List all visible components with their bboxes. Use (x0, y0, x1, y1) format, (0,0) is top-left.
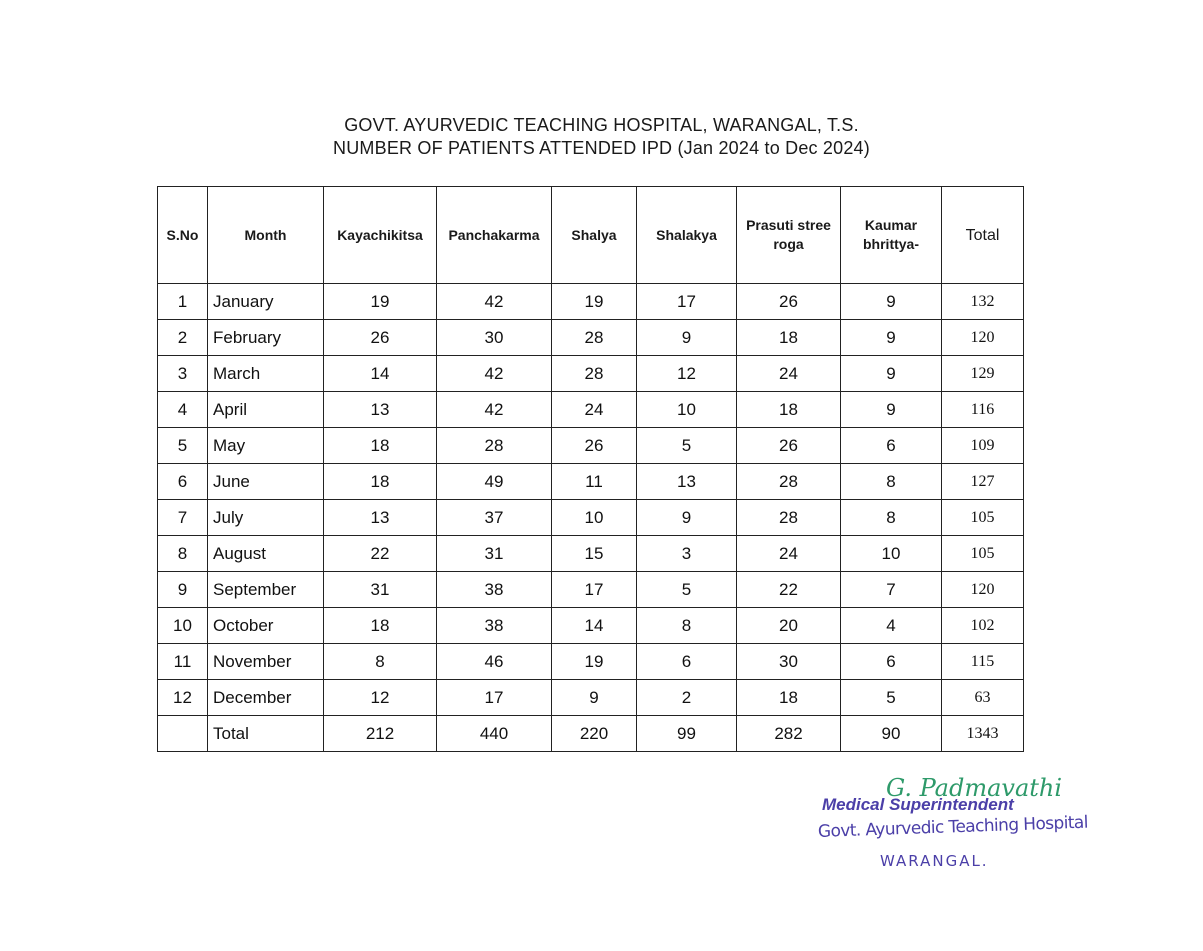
cell-sno: 3 (158, 356, 208, 392)
cell-month: June (208, 464, 324, 500)
table-row (158, 320, 1024, 356)
cell-panchakarma: 42 (437, 284, 552, 320)
cell-kayachikitsa: 8 (324, 644, 437, 680)
cell-shalya: 17 (552, 572, 637, 608)
cell-panchakarma: 28 (437, 428, 552, 464)
col-header-kayachikitsa: Kayachikitsa (324, 187, 437, 284)
cell-kayachikitsa: 18 (324, 464, 437, 500)
col-header-prasuti (737, 187, 841, 284)
cell-kaumar: 9 (841, 284, 942, 320)
cell-kaumar: 4 (841, 608, 942, 644)
col-header-kaumar (841, 187, 942, 284)
cell-total: 105 (942, 500, 1024, 536)
cell-kaumar: 10 (841, 536, 942, 572)
cell-prasuti: 18 (737, 320, 841, 356)
cell-shalakya: 9 (637, 500, 737, 536)
total-kaumar: 90 (841, 716, 942, 752)
cell-sno: 10 (158, 608, 208, 644)
total-row (158, 716, 1024, 752)
cell-prasuti: 28 (737, 464, 841, 500)
cell-month: March (208, 356, 324, 392)
cell-kayachikitsa: 13 (324, 500, 437, 536)
cell-total: 129 (942, 356, 1024, 392)
cell-shalakya: 17 (637, 284, 737, 320)
cell-shalakya: 5 (637, 428, 737, 464)
table-row (158, 536, 1024, 572)
cell-panchakarma: 17 (437, 680, 552, 716)
cell-shalakya: 8 (637, 608, 737, 644)
cell-shalakya: 9 (637, 320, 737, 356)
cell-kayachikitsa: 18 (324, 428, 437, 464)
cell-shalakya: 6 (637, 644, 737, 680)
cell-shalya: 28 (552, 356, 637, 392)
cell-shalakya: 13 (637, 464, 737, 500)
cell-prasuti: 26 (737, 428, 841, 464)
cell-month: October (208, 608, 324, 644)
cell-total: 102 (942, 608, 1024, 644)
table-row (158, 680, 1024, 716)
cell-prasuti: 30 (737, 644, 841, 680)
total-panchakarma: 440 (437, 716, 552, 752)
cell-month: May (208, 428, 324, 464)
cell-sno: 11 (158, 644, 208, 680)
table-row (158, 284, 1024, 320)
cell-month: November (208, 644, 324, 680)
cell-month: January (208, 284, 324, 320)
cell-prasuti: 20 (737, 608, 841, 644)
cell-panchakarma: 42 (437, 392, 552, 428)
cell-shalakya: 5 (637, 572, 737, 608)
cell-month: July (208, 500, 324, 536)
col-header-prasuti-line2: roga (773, 236, 804, 252)
col-header-shalakya: Shalakya (637, 187, 737, 284)
cell-prasuti: 18 (737, 680, 841, 716)
cell-prasuti: 28 (737, 500, 841, 536)
cell-kayachikitsa: 13 (324, 392, 437, 428)
total-prasuti: 282 (737, 716, 841, 752)
cell-prasuti: 24 (737, 356, 841, 392)
signature-text: G. Padmavathi (886, 774, 1063, 802)
cell-shalya: 26 (552, 428, 637, 464)
total-shalya: 220 (552, 716, 637, 752)
cell-panchakarma: 31 (437, 536, 552, 572)
stamp-institution: Govt. Ayurvedic Teaching Hospital (817, 812, 1089, 842)
cell-panchakarma: 42 (437, 356, 552, 392)
cell-prasuti: 24 (737, 536, 841, 572)
col-header-kaumar-line1: Kaumar (864, 217, 918, 233)
cell-sno: 9 (158, 572, 208, 608)
cell-total: 63 (942, 680, 1024, 716)
table-row (158, 428, 1024, 464)
cell-kaumar: 5 (841, 680, 942, 716)
total-shalakya: 99 (637, 716, 737, 752)
cell-total: 127 (942, 464, 1024, 500)
cell-month: February (208, 320, 324, 356)
col-header-total: Total (942, 187, 1024, 284)
cell-sno: 6 (158, 464, 208, 500)
cell-kayachikitsa: 14 (324, 356, 437, 392)
col-header-month: Month (208, 187, 324, 284)
cell-month: August (208, 536, 324, 572)
total-grand: 1343 (942, 716, 1024, 752)
cell-panchakarma: 49 (437, 464, 552, 500)
table-row (158, 356, 1024, 392)
cell-panchakarma: 38 (437, 572, 552, 608)
cell-sno: 2 (158, 320, 208, 356)
cell-sno: 7 (158, 500, 208, 536)
table-row (158, 392, 1024, 428)
cell-kayachikitsa: 19 (324, 284, 437, 320)
header-row (158, 187, 1024, 284)
cell-kaumar: 6 (841, 644, 942, 680)
cell-total: 115 (942, 644, 1024, 680)
cell-kayachikitsa: 26 (324, 320, 437, 356)
total-row-label: Total (208, 716, 324, 752)
cell-total: 105 (942, 536, 1024, 572)
cell-shalya: 19 (552, 284, 637, 320)
cell-shalakya: 12 (637, 356, 737, 392)
cell-panchakarma: 37 (437, 500, 552, 536)
table-row (158, 572, 1024, 608)
cell-kaumar: 8 (841, 464, 942, 500)
cell-kayachikitsa: 22 (324, 536, 437, 572)
table-row (158, 500, 1024, 536)
total-row-sno (158, 716, 208, 752)
cell-kaumar: 9 (841, 392, 942, 428)
cell-total: 109 (942, 428, 1024, 464)
cell-total: 116 (942, 392, 1024, 428)
cell-sno: 4 (158, 392, 208, 428)
cell-prasuti: 18 (737, 392, 841, 428)
cell-panchakarma: 30 (437, 320, 552, 356)
stamp-designation: Medical Superintendent (822, 795, 1014, 814)
cell-shalya: 10 (552, 500, 637, 536)
cell-kaumar: 6 (841, 428, 942, 464)
cell-shalakya: 3 (637, 536, 737, 572)
col-header-prasuti-line1: Prasuti stree (746, 217, 831, 233)
table-body (158, 284, 1024, 716)
cell-shalya: 19 (552, 644, 637, 680)
cell-prasuti: 22 (737, 572, 841, 608)
cell-panchakarma: 46 (437, 644, 552, 680)
total-kayachikitsa: 212 (324, 716, 437, 752)
cell-kayachikitsa: 12 (324, 680, 437, 716)
cell-kaumar: 7 (841, 572, 942, 608)
cell-kaumar: 8 (841, 500, 942, 536)
cell-panchakarma: 38 (437, 608, 552, 644)
cell-sno: 5 (158, 428, 208, 464)
col-header-panchakarma: Panchakarma (437, 187, 552, 284)
cell-shalya: 11 (552, 464, 637, 500)
table-row (158, 644, 1024, 680)
table-row (158, 464, 1024, 500)
col-header-shalya: Shalya (552, 187, 637, 284)
cell-prasuti: 26 (737, 284, 841, 320)
cell-sno: 8 (158, 536, 208, 572)
col-header-sno: S.No (158, 187, 208, 284)
col-header-kaumar-line2: bhrittya- (863, 236, 919, 252)
cell-month: April (208, 392, 324, 428)
cell-shalakya: 10 (637, 392, 737, 428)
cell-sno: 1 (158, 284, 208, 320)
cell-kaumar: 9 (841, 356, 942, 392)
cell-shalya: 9 (552, 680, 637, 716)
cell-shalya: 24 (552, 392, 637, 428)
ipd-table (157, 186, 1024, 752)
cell-kayachikitsa: 31 (324, 572, 437, 608)
table-row (158, 608, 1024, 644)
cell-shalakya: 2 (637, 680, 737, 716)
document-title: GOVT. AYURVEDIC TEACHING HOSPITAL, WARANGAL, T.S. (344, 115, 859, 135)
cell-shalya: 28 (552, 320, 637, 356)
cell-sno: 12 (158, 680, 208, 716)
cell-kaumar: 9 (841, 320, 942, 356)
document-subtitle: NUMBER OF PATIENTS ATTENDED IPD (Jan 2024 to Dec 2024) (333, 138, 870, 158)
cell-kayachikitsa: 18 (324, 608, 437, 644)
stamp-city: WARANGAL. (880, 852, 989, 870)
cell-total: 120 (942, 572, 1024, 608)
cell-total: 132 (942, 284, 1024, 320)
cell-month: September (208, 572, 324, 608)
cell-total: 120 (942, 320, 1024, 356)
cell-shalya: 14 (552, 608, 637, 644)
cell-month: December (208, 680, 324, 716)
cell-shalya: 15 (552, 536, 637, 572)
